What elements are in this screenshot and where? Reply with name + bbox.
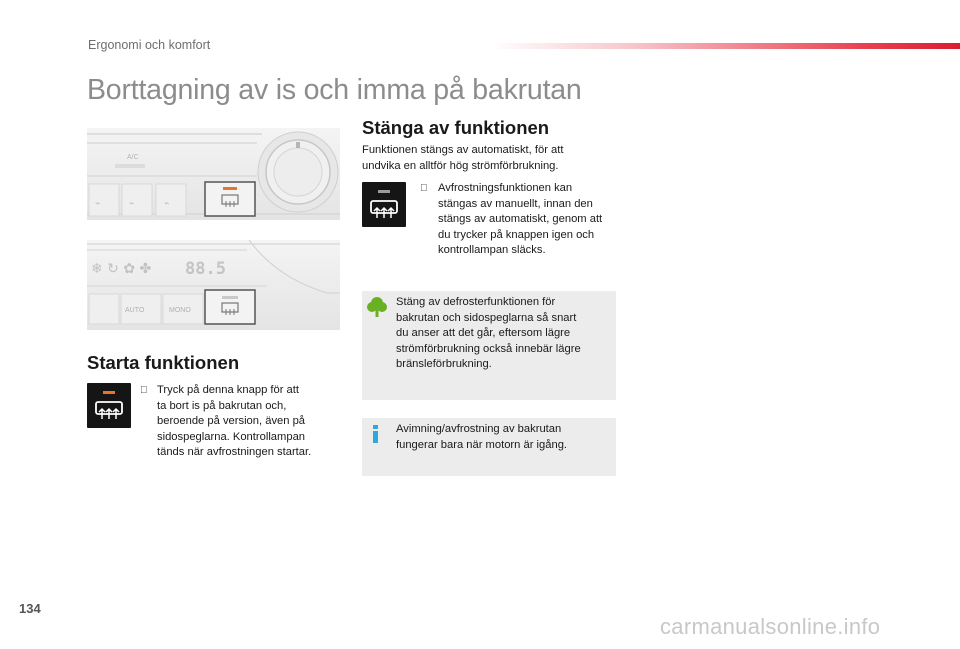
text-line: stängas av manuellt, innan den xyxy=(438,197,593,210)
temperature-knob xyxy=(258,132,338,212)
header-accent-bar xyxy=(490,43,960,49)
text-line: du trycker på knappen igen och xyxy=(438,228,595,241)
text-line: bakrutan och sidospeglarna så snart xyxy=(396,311,577,324)
watermark: carmanualsonline.info xyxy=(660,614,881,639)
page-number: 134 xyxy=(19,601,41,616)
start-heading: Starta funktionen xyxy=(87,352,240,373)
rear-defrost-button-top xyxy=(205,182,255,216)
temperature-display: 88.5 xyxy=(185,259,226,279)
info-icon xyxy=(371,424,381,444)
text-line: Tryck på denna knapp för att xyxy=(157,384,299,396)
svg-text:⌁: ⌁ xyxy=(164,199,170,209)
tree-icon xyxy=(367,296,387,318)
rear-defrost-button-icon xyxy=(87,383,131,428)
text-line: Stäng av defrosterfunktionen för xyxy=(396,296,556,308)
auto-label: AUTO xyxy=(125,307,145,314)
stop-intro xyxy=(362,143,612,174)
rear-defrost-button-bottom xyxy=(205,290,255,324)
panel-bottom xyxy=(87,240,340,330)
text-line: kontrollampan släcks. xyxy=(438,244,546,257)
text-line: undvika en alltför hög strömförbrukning. xyxy=(362,159,559,172)
text-line: Avfrostningsfunktionen kan xyxy=(438,182,573,194)
text-line: Avimning/avfrostning av bakrutan xyxy=(396,423,562,435)
svg-text:❄ ↻ ✿ ✤: ❄ ↻ ✿ ✤ xyxy=(91,261,152,277)
rear-defrost-button-icon-off xyxy=(362,182,406,227)
panel-top xyxy=(87,128,340,220)
mono-label: MONO xyxy=(169,307,191,314)
text-line: bränsleförbrukning. xyxy=(396,358,492,371)
page-title: Borttagning av is och imma på bakrutan xyxy=(87,74,582,106)
text-line: Funktionen stängs av automatiskt, för att xyxy=(362,144,564,156)
text-line: tänds när avfrostningen startar. xyxy=(157,446,312,459)
start-instructions xyxy=(157,383,337,461)
rear-defrost-icon-off xyxy=(362,182,406,227)
ac-label: A/C xyxy=(127,154,139,161)
text-line: ta bort is på bakrutan och, xyxy=(157,399,287,412)
bullet-icon xyxy=(140,385,148,396)
text-line: strömförbrukning också innebär lägre xyxy=(396,342,581,355)
stop-instructions xyxy=(438,181,618,259)
text-line: fungerar bara när motorn är igång. xyxy=(396,438,568,451)
eco-note-text xyxy=(396,295,612,373)
text-line: sidospeglarna. Kontrollampan xyxy=(157,430,306,443)
svg-text:⌁: ⌁ xyxy=(95,199,101,209)
info-note-text xyxy=(396,422,612,453)
rear-defrost-icon xyxy=(87,383,131,428)
svg-text:⌁: ⌁ xyxy=(129,199,135,209)
section-label: Ergonomi och komfort xyxy=(88,38,211,52)
bullet-icon xyxy=(420,183,428,194)
stop-heading: Stänga av funktionen xyxy=(362,117,550,138)
text-line: beroende på version, även på xyxy=(157,415,306,428)
text-line: stängs av automatiskt, genom att xyxy=(438,213,603,226)
text-line: du anser att det går, eftersom lägre xyxy=(396,327,571,340)
climate-panel-illustration xyxy=(87,128,340,330)
